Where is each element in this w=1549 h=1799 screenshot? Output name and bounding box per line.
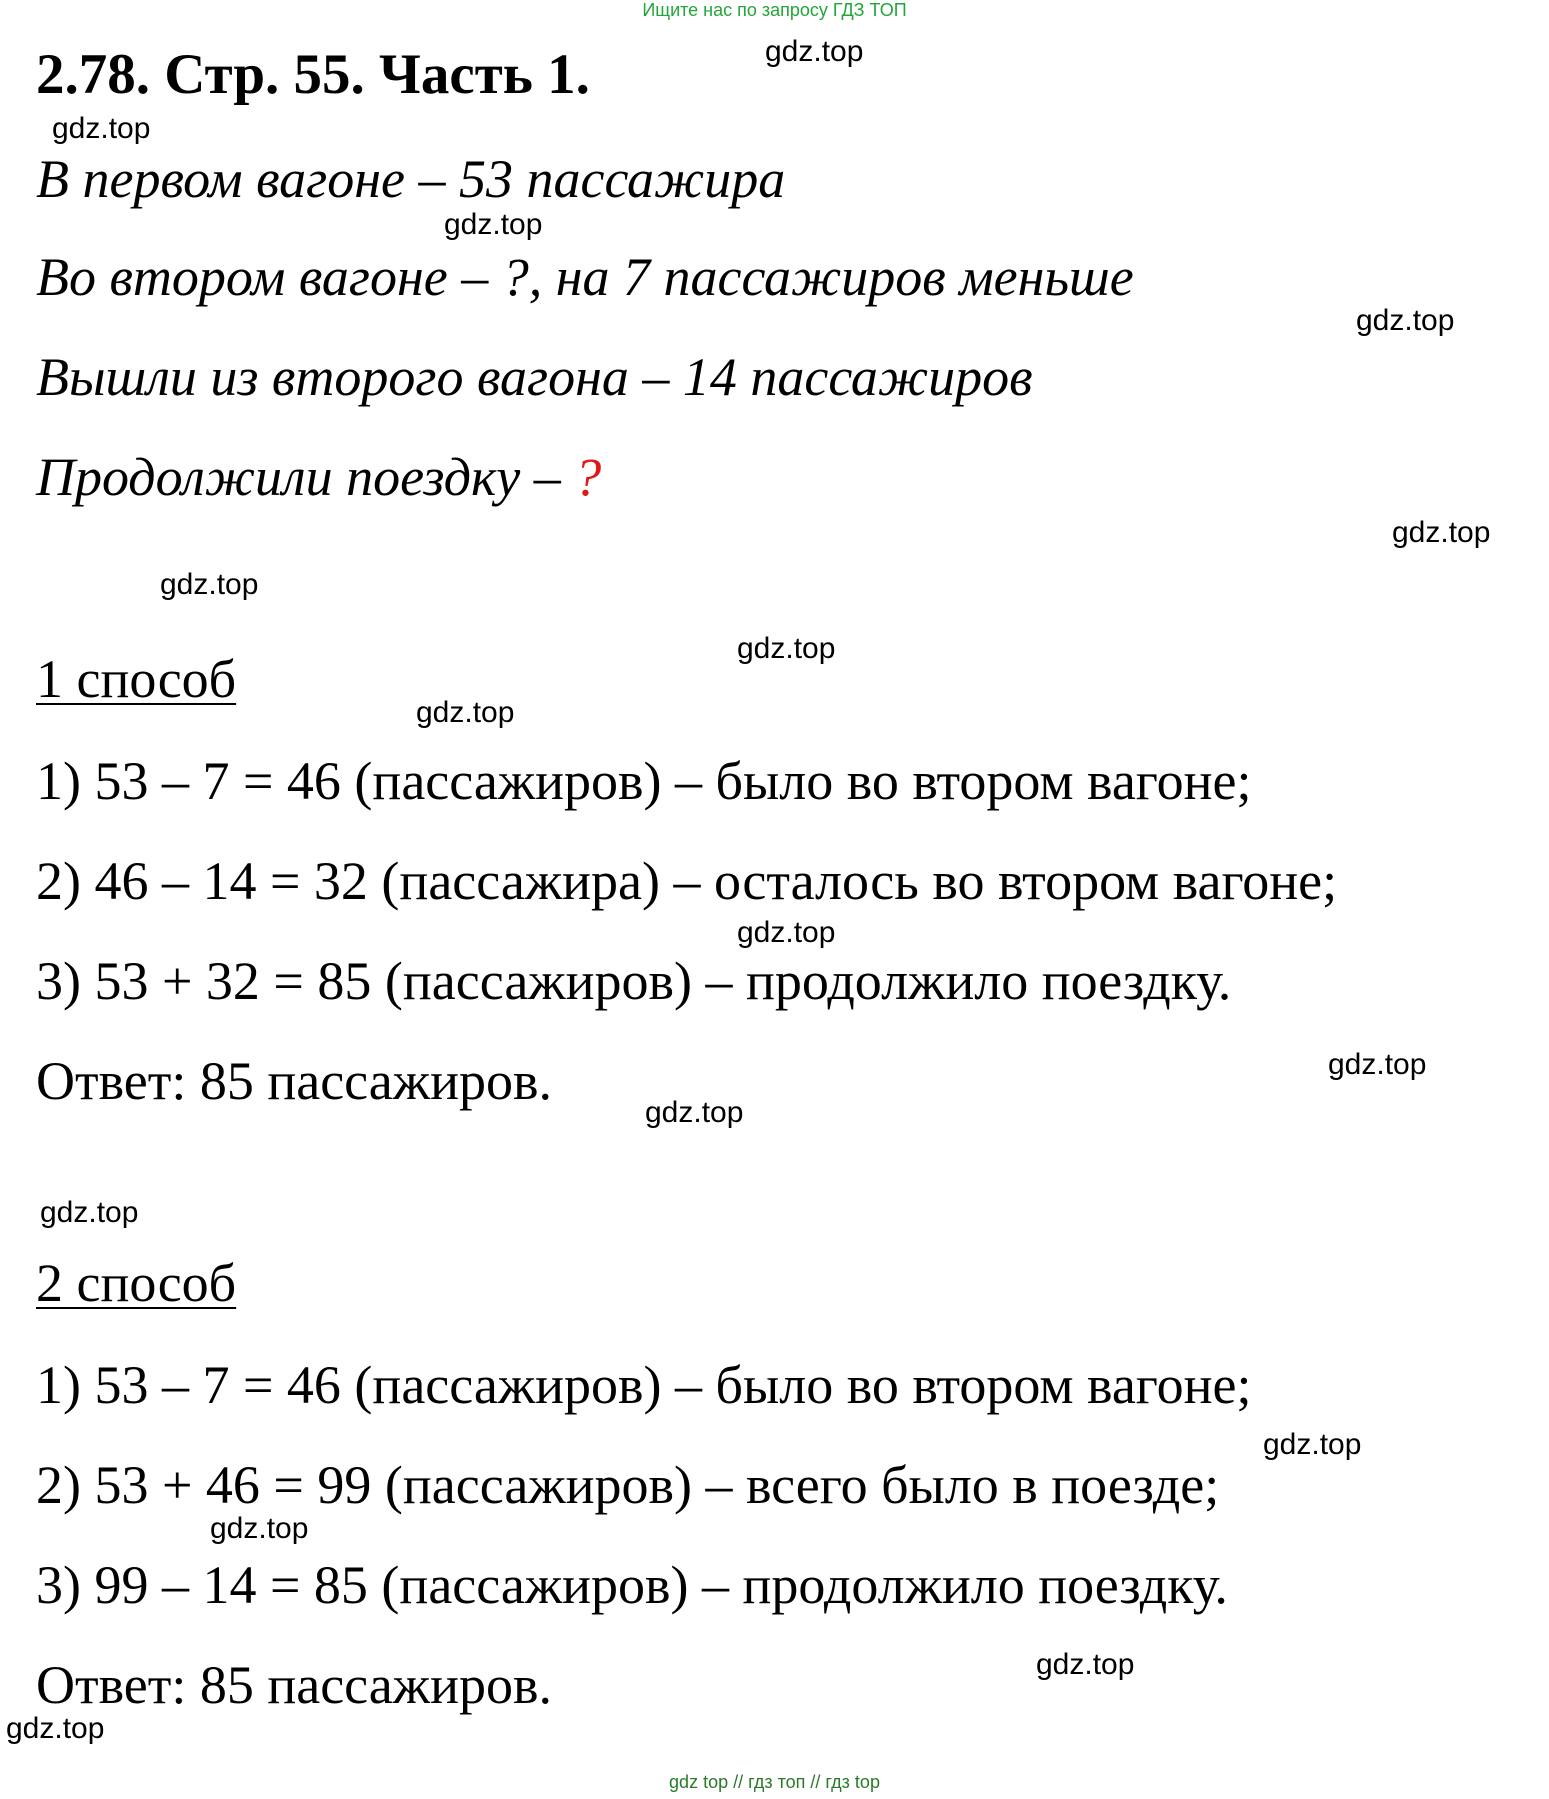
condition-line-4 [36,446,601,508]
method-2-step-1: 1) 53 – 7 = 46 (пассажиров) – было во втором вагоне; [36,1355,1252,1415]
condition-line-4-text: Продолжили поездку – [36,447,575,507]
watermark: gdz.top [416,696,515,729]
watermark: gdz.top [1392,516,1491,549]
watermark: gdz.top [6,1712,105,1745]
watermark: gdz.top [52,112,151,145]
watermark: gdz.top [765,35,864,68]
method-1-step-3: 3) 53 + 32 = 85 (пассажиров) – продолжило поездку. [36,951,1232,1011]
watermark: gdz.top [444,208,543,241]
question-mark: ? [574,447,602,507]
condition-line-2: Во втором вагоне – ?, на 7 пассажиров меньше [36,247,1134,307]
top-banner: Ищите нас по запросу ГДЗ ТОП [642,0,907,20]
condition-line-1: В первом вагоне – 53 пассажира [36,149,786,209]
watermark: gdz.top [1263,1428,1362,1461]
method-2-answer: Ответ: 85 пассажиров. [36,1655,552,1715]
watermark: gdz.top [210,1512,309,1545]
watermark: gdz.top [160,568,259,601]
watermark: gdz.top [40,1196,139,1229]
method-1-answer: Ответ: 85 пассажиров. [36,1051,552,1111]
watermark: gdz.top [737,916,836,949]
footer-banner: gdz top // гдз топ // гдз top [669,1772,880,1792]
method-2-step-3: 3) 99 – 14 = 85 (пассажиров) – продолжило поездку. [36,1555,1228,1615]
condition-line-3: Вышли из второго вагона – 14 пассажиров [36,347,1033,407]
watermark: gdz.top [1328,1048,1427,1081]
method-2-step-2: 2) 53 + 46 = 99 (пассажиров) – всего было в поезде; [36,1455,1220,1515]
watermark: gdz.top [1036,1648,1135,1681]
watermark: gdz.top [737,632,836,665]
method-1-heading: 1 способ [36,649,237,709]
method-2-heading: 2 способ [36,1253,237,1313]
page-title: 2.78. Стр. 55. Часть 1. [36,43,590,106]
method-1-step-2: 2) 46 – 14 = 32 (пассажира) – осталось во втором вагоне; [36,851,1338,911]
method-1-step-1: 1) 53 – 7 = 46 (пассажиров) – было во втором вагоне; [36,751,1252,811]
watermark: gdz.top [1356,304,1455,337]
watermark: gdz.top [645,1096,744,1129]
